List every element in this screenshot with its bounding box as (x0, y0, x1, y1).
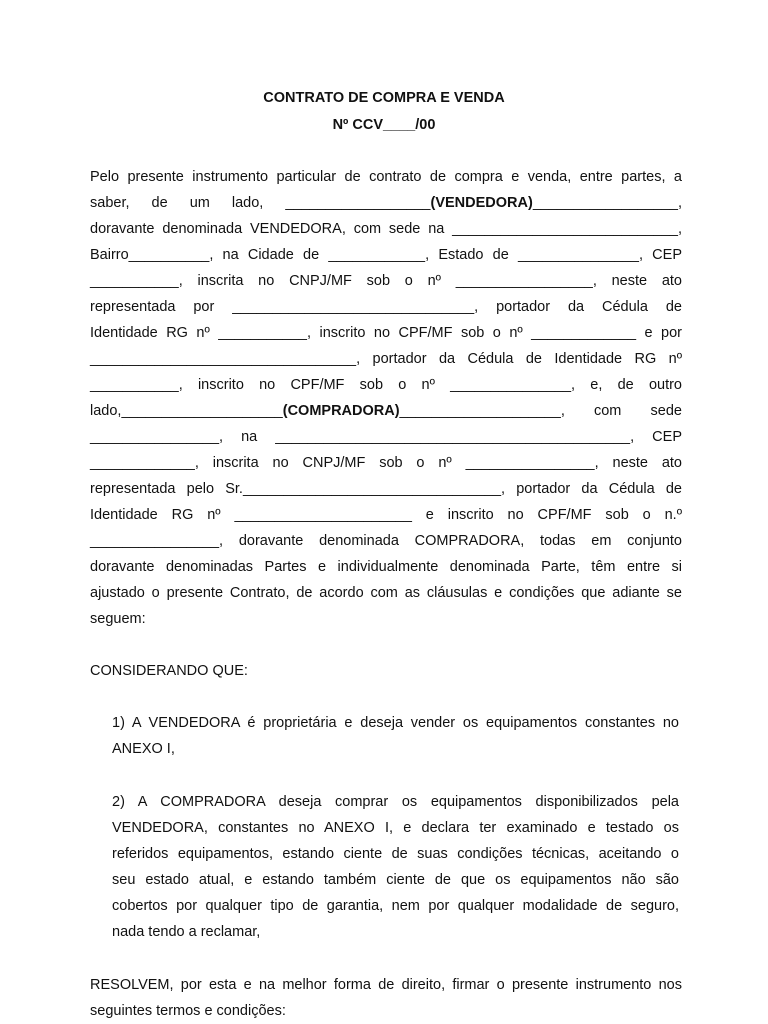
paragraph-line: _____________, inscrita no CNPJ/MF sob o nº ________________, neste ato (90, 455, 682, 471)
list-item-line: ANEXO I, (112, 741, 175, 757)
list-item-line: nada tendo a reclamar, (112, 924, 261, 940)
contract-number: Nº CCV____/00 (332, 117, 436, 133)
paragraph-line: ________________, na ____________________________________________, CEP (90, 429, 682, 445)
blank-text: __________________, (532, 195, 682, 211)
paragraph-line: doravante denominadas Partes e individualmente denominada Parte, têm entre si (90, 559, 682, 575)
paragraph-line: doravante denominada VENDEDORA, com sede na ____________________________, (90, 221, 682, 237)
paragraph-line: Pelo presente instrumento particular de contrato de compra e venda, entre partes, a (90, 169, 682, 185)
paragraph-line: seguintes termos e condições: (90, 1003, 286, 1019)
paragraph-line: representada por ______________________________, portador da Cédula de (90, 299, 682, 315)
blank-text: ____________________, com sede (399, 403, 682, 419)
blank-text: saber, de um lado, __________________ (90, 195, 431, 211)
list-item-line: seu estado atual, e estando também ciente de que os equipamentos não são (112, 872, 679, 888)
list-item-line: referidos equipamentos, estando ciente de suas condições técnicas, aceitando o (112, 846, 679, 862)
buyer-label: (COMPRADORA) (282, 403, 400, 419)
paragraph-line: ajustado o presente Contrato, de acordo com as cláusulas e condições que adiante se (90, 585, 682, 601)
paragraph-line: _________________________________, portador da Cédula de Identidade RG nº (90, 351, 682, 367)
paragraph-line: ___________, inscrito no CPF/MF sob o nº _______________, e, de outro (90, 377, 682, 393)
paragraph-line (90, 194, 682, 212)
paragraph-line: Identidade RG nº ___________, inscrito no CPF/MF sob o nº _____________ e por (90, 325, 682, 341)
seller-label: (VENDEDORA) (430, 195, 533, 211)
paragraph-line: seguem: (90, 611, 146, 627)
list-item-line: cobertos por qualquer tipo de garantia, nem por qualquer modalidade de seguro, (112, 898, 679, 914)
list-item-line: 1) A VENDEDORA é proprietária e deseja vender os equipamentos constantes no (112, 715, 679, 731)
blank-text: lado,____________________ (90, 403, 283, 419)
paragraph-line: Bairro__________, na Cidade de ____________, Estado de _______________, CEP (90, 247, 682, 263)
paragraph-line: RESOLVEM, por esta e na melhor forma de direito, firmar o presente instrumento nos (90, 977, 682, 993)
document-title: CONTRATO DE COMPRA E VENDA (263, 90, 505, 106)
list-item-line: VENDEDORA, constantes no ANEXO I, e declara ter examinado e testado os (112, 820, 679, 836)
list-item-line: 2) A COMPRADORA deseja comprar os equipamentos disponibilizados pela (112, 794, 679, 810)
paragraph-line: Identidade RG nº ______________________ e inscrito no CPF/MF sob o n.º (90, 507, 682, 523)
section-heading: CONSIDERANDO QUE: (90, 663, 248, 679)
paragraph-line: representada pelo Sr.________________________________, portador da Cédula de (90, 481, 682, 497)
paragraph-line: ________________, doravante denominada COMPRADORA, todas em conjunto (90, 533, 682, 549)
paragraph-line: ___________, inscrita no CNPJ/MF sob o nº _________________, neste ato (90, 273, 682, 289)
paragraph-line (90, 402, 682, 420)
